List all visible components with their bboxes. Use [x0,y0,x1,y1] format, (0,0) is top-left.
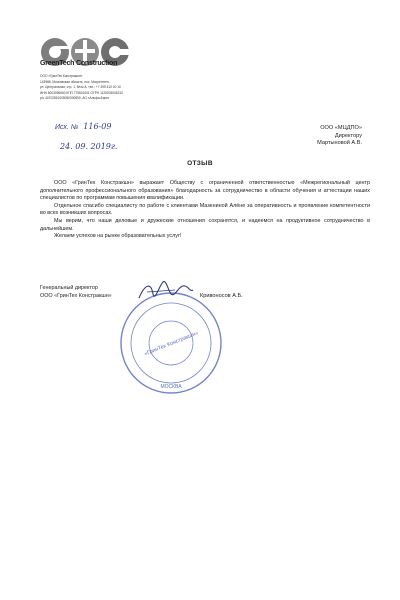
signer-company: ООО «ГринТех Констракшн» [40,292,112,299]
signer-position: Генеральный директор [40,285,98,291]
recipient-block [317,125,362,148]
logo-caption: GreenTech Construction [40,60,118,67]
issue-label: Исх. № [55,124,79,131]
company-line: ИНН 5003096650 КПП 775601001 ОГРН 1125003006210 [40,90,123,95]
body-paragraph: Желаем успехов на рынке образовательных услуг! [54,233,182,240]
issue-date: 24. 09. 2019г. [60,142,118,151]
issue-number-value: 116-09 [83,122,112,131]
recipient-org: ООО «МЦДПО» [320,125,362,131]
stamp-center-text: «ГринТех Констракшн» [143,330,200,358]
company-line: р/с 40702810005050000890, АО «Альфа-Банк» [40,96,110,100]
document-title: ОТЗЫВ [187,160,213,167]
body-paragraph: Мы верим, что наши деловые и дружеские отношения сохранятся, и надеемся на продуктивное сотрудничество в дальнейшем. [40,217,370,232]
handwritten-signature [135,276,195,306]
letter-body [40,180,370,241]
issue-number [55,122,111,131]
company-line: ул. Центральная, стр. 1, блок А, тел.: +7 495 410 40 10 [40,85,121,89]
signature-block [40,285,112,300]
body-paragraph: ООО «ГринТех Констракшн» выражает Обществу с ограниченной ответственностью «Межрегиональный центр дополнительного профессионального образования» благодарность за сотрудничество в области обучения и аттестации наших специалистов по программам повышения квалификации. [40,180,370,202]
company-details [40,74,180,102]
company-line: ООО «ГринТех Констракшн» [40,74,83,78]
stamp-city: МОСКВА [160,384,182,390]
recipient-name: Мартыновой А.В. [317,140,362,146]
recipient-position: Директору [334,132,362,139]
body-paragraph: Отдельное спасибо специалисту по работе с клиентами Мазениной Алёне за оперативность и проявление компетентности во всех возникших вопросах. [40,202,370,217]
company-line: 143986, Московская область, пос. Мосрентген, [40,79,110,84]
signer-name: Кривоносов А.Б. [200,293,243,299]
